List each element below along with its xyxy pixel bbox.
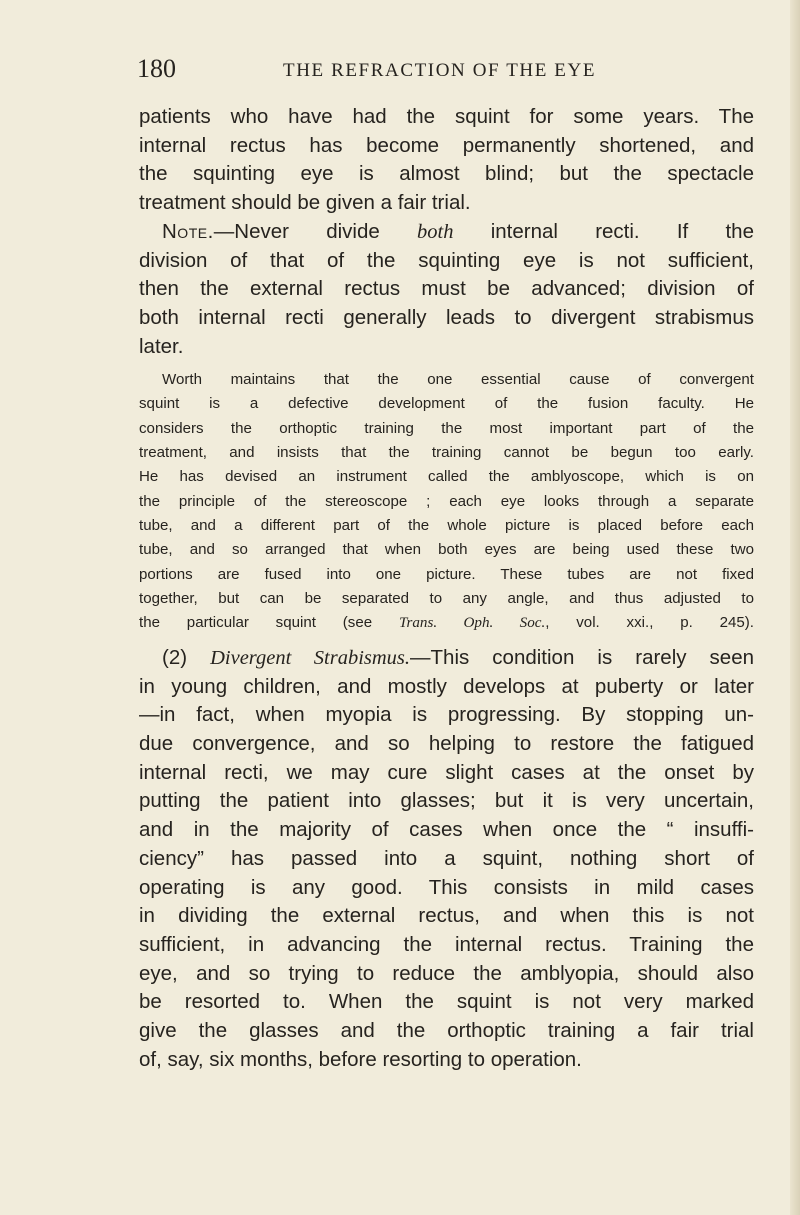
- paragraph-squint-continuation: [139, 103, 754, 218]
- text-line: treatment should be given a fair trial.: [139, 191, 471, 215]
- text-line: sufficient, in advancing the internal rectus. Training the: [139, 932, 754, 956]
- text-run: —This condition is rarely seen: [410, 646, 754, 669]
- text-line: later.: [139, 334, 184, 358]
- note-emphasis: both: [417, 221, 454, 243]
- text-line: Worth maintains that the one essential cause of convergent: [162, 371, 754, 388]
- text-line: considers the orthoptic training the most important part of the: [139, 419, 754, 437]
- text-line: treatment, and insists that the training cannot be begun too early.: [139, 444, 754, 462]
- page-number: 180: [137, 54, 176, 83]
- note-text: —Never divide: [213, 220, 418, 243]
- text-line: give the glasses and the orthoptic training a fair trial: [139, 1018, 754, 1042]
- text-line: in dividing the external rectus, and when this is not: [139, 904, 754, 928]
- text-line: be resorted to. When the squint is not very marked: [139, 990, 754, 1014]
- text-line: the squinting eye is almost blind; but the spectacle: [139, 162, 754, 186]
- running-head: THE REFRACTION OF THE EYE: [283, 60, 597, 81]
- text-line: division of that of the squinting eye is not sufficient,: [139, 248, 754, 272]
- note-first-line: [139, 218, 754, 247]
- text-line: the principle of the stereoscope ; each eye looks through a separate: [139, 492, 754, 510]
- note-label: Note.: [162, 220, 214, 243]
- text-line: putting the patient into glasses; but it is very uncertain,: [139, 789, 754, 813]
- text-line: tube, and so arranged that when both eyes are being used these two: [139, 541, 754, 559]
- page-header: [0, 52, 800, 86]
- text-line: internal rectus has become permanently shortened, and: [139, 133, 754, 157]
- text-line: ciency” has passed into a squint, nothing short of: [139, 846, 754, 870]
- section-heading: Divergent Strabismus.: [210, 647, 411, 669]
- text-line: portions are fused into one picture. These tubes are not fixed: [139, 565, 754, 583]
- section-heading-line: [139, 644, 754, 673]
- text-line: —in fact, when myopia is progressing. By stopping un-: [139, 703, 754, 727]
- citation-line: [139, 611, 754, 635]
- text-line: squint is a defective development of the fusion faculty. He: [139, 395, 754, 413]
- citation-journal: Trans. Oph. Soc.: [398, 615, 546, 632]
- text-line: then the external rectus must be advanced; division of: [139, 277, 754, 301]
- paragraph-note: [139, 218, 754, 361]
- text-run: the particular squint (see: [139, 614, 399, 632]
- text-line: patients who have had the squint for some years. The: [139, 105, 754, 128]
- section-number: (2): [162, 646, 211, 669]
- text-line: of, say, six months, before resorting to operation.: [139, 1047, 582, 1071]
- text-line: eye, and so trying to reduce the amblyopia, should also: [139, 961, 754, 985]
- note-text: internal recti. If the: [453, 220, 754, 243]
- text-line: together, but can be separated to any angle, and thus adjusted to: [139, 590, 754, 608]
- text-line: and in the majority of cases when once the “ insuffi-: [139, 818, 754, 842]
- text-line: in young children, and mostly develops at puberty or later: [139, 674, 754, 698]
- paragraph-worth-smallprint: [139, 368, 754, 636]
- page-edge: [790, 0, 800, 1215]
- text-line: internal recti, we may cure slight cases at the onset by: [139, 760, 754, 784]
- text-line: both internal recti generally leads to divergent strabismus: [139, 306, 754, 330]
- text-line: due convergence, and so helping to restore the fatigued: [139, 732, 754, 756]
- text-run: , vol. xxi., p. 245).: [545, 614, 754, 632]
- text-line: He has devised an instrument called the amblyoscope, which is on: [139, 468, 754, 486]
- text-line: operating is any good. This consists in mild cases: [139, 875, 754, 899]
- paragraph-divergent-strabismus: [139, 644, 754, 1074]
- text-line: tube, and a different part of the whole picture is placed before each: [139, 517, 754, 535]
